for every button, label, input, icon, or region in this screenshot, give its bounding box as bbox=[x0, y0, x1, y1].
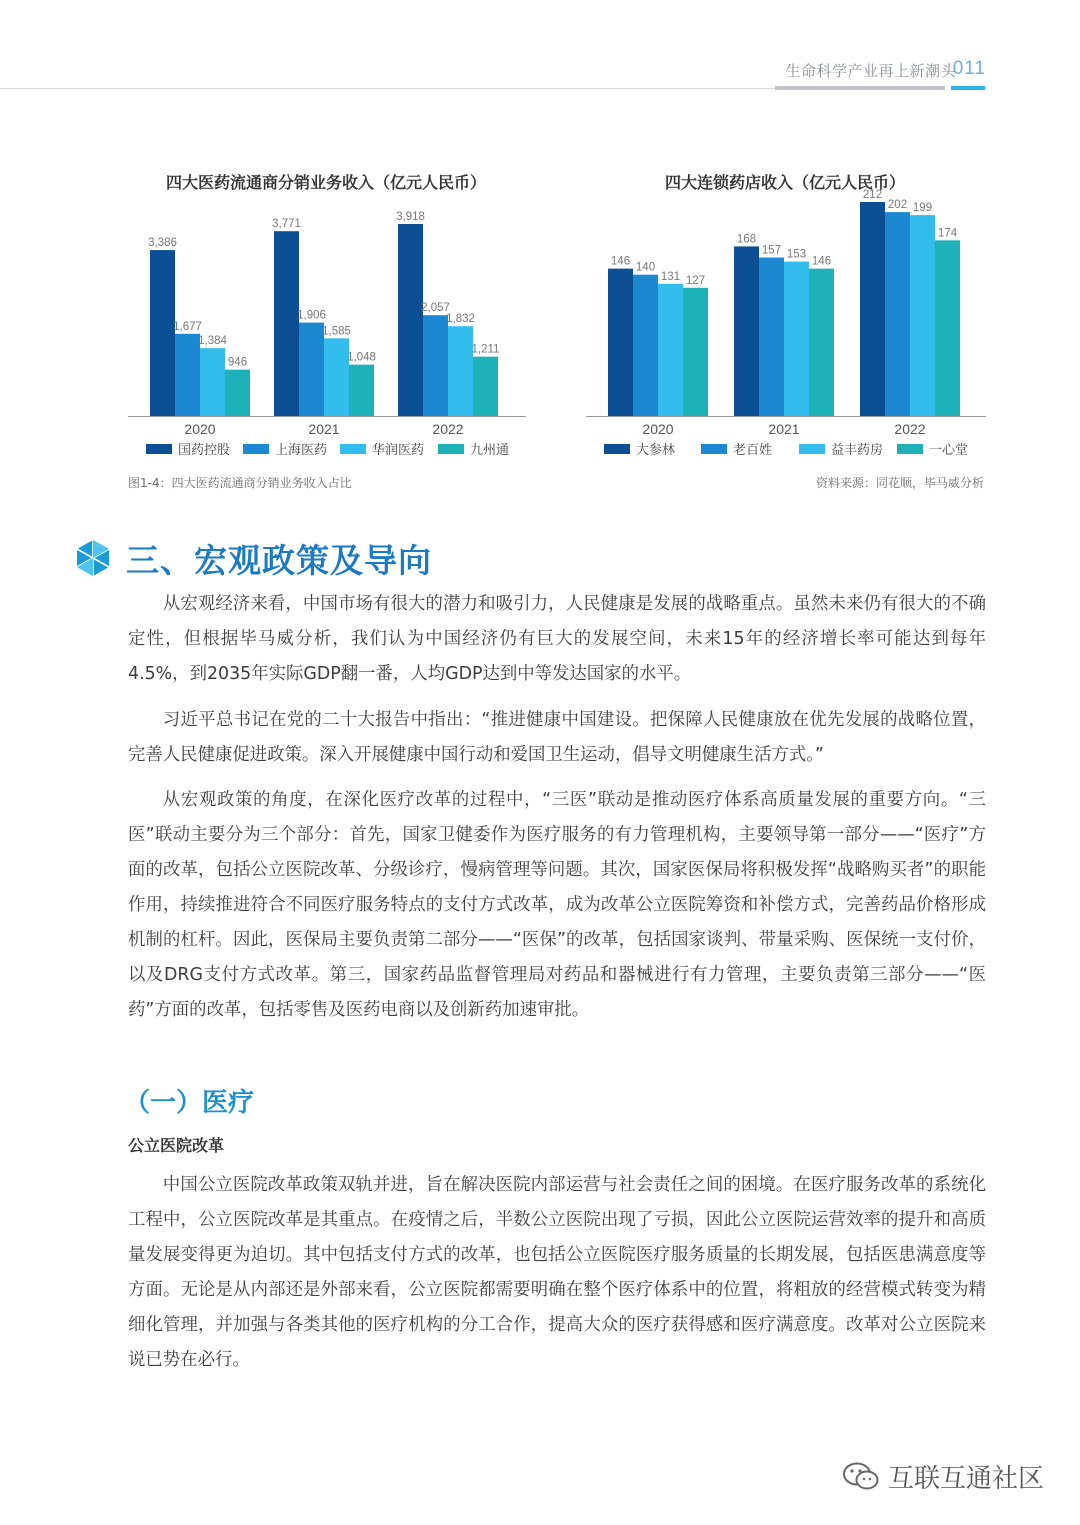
bar-大参林-2022 bbox=[860, 202, 885, 416]
data-label: 3,386 bbox=[148, 237, 177, 250]
bar-益丰药房-2020 bbox=[658, 284, 683, 416]
legend-label: 国药控股 bbox=[178, 442, 231, 457]
bar-老百姓-2021 bbox=[759, 258, 784, 416]
x-tick-label: 2021 bbox=[308, 421, 340, 437]
bar-上海医药-2021 bbox=[299, 323, 324, 416]
data-label: 1,048 bbox=[347, 351, 376, 364]
data-label: 212 bbox=[862, 189, 883, 201]
data-label: 202 bbox=[887, 199, 908, 212]
bar-华润医药-2020 bbox=[200, 348, 225, 416]
subsection-title: （一）医疗 bbox=[124, 1088, 255, 1118]
source-caption: 资料来源：同花顺，毕马威分析 bbox=[815, 476, 984, 490]
bar-益丰药房-2021 bbox=[784, 262, 809, 416]
paragraph-report-quote: 习近平总书记在党的二十大报告中指出：“推进健康中国建设。把保障人民健康放在优先发展的战略位置，完善人民健康促进政策。深入开展健康中国行动和爱国卫生运动，倡导文明健康生活方式。” bbox=[128, 710, 986, 765]
data-label: 131 bbox=[660, 270, 681, 283]
data-label: 127 bbox=[685, 274, 706, 287]
data-label: 153 bbox=[786, 248, 807, 261]
bar-大参林-2020 bbox=[608, 269, 633, 416]
legend-label: 一心堂 bbox=[929, 442, 969, 457]
legend-swatch bbox=[146, 444, 172, 454]
wechat-icon bbox=[842, 1461, 880, 1493]
data-label: 1,585 bbox=[322, 325, 351, 338]
data-label: 199 bbox=[912, 202, 933, 215]
legend-swatch bbox=[438, 444, 464, 454]
legend-swatch bbox=[604, 444, 630, 454]
bar-国药控股-2022 bbox=[398, 224, 423, 416]
legend-label: 益丰药房 bbox=[831, 442, 884, 457]
bar-大参林-2021 bbox=[734, 246, 759, 416]
data-label: 168 bbox=[736, 233, 757, 246]
x-tick-label: 2022 bbox=[894, 421, 926, 437]
data-label: 3,918 bbox=[396, 211, 425, 223]
bar-老百姓-2020 bbox=[633, 275, 658, 416]
paragraph-three-medical: 从宏观政策的角度，在深化医疗改革的过程中，“三医”联动是推动医疗体系高质量发展的重要方向。“三医”联动主要分为三个部分：首先，国家卫健委作为医疗服务的有力管理机构，主要领导第一部分——“医疗”方面的改革，包括公立医院改革、分级诊疗，慢病管理等问题。其次，国家医保局将积极发挥“战略购买者”的职能作用，持续推进符合不同医疗服务特点的支付方式改革，成为改革公立医院筹资和补偿方式，完善药品价格形成机制的杠杆。因此，医保局主要负责第二部分——“医保”的改革，包括国家谈判、带量采购、医保统一支付价，以及DRG支付方式改革。第三，国家药品监督管理局对药品和器械进行有力管理，主要负责第三部分——“医药”方面的改革，包括零售及医药电商以及创新药加速审批。 bbox=[128, 790, 986, 1020]
data-label: 3,771 bbox=[272, 218, 301, 231]
bar-老百姓-2022 bbox=[885, 212, 910, 416]
data-label: 1,384 bbox=[198, 335, 227, 348]
chart-title-pharmacy: 四大连锁药店收入（亿元人民币） bbox=[664, 173, 905, 192]
bar-一心堂-2021 bbox=[809, 269, 834, 416]
running-header-title: 生命科学产业再上新潮头 bbox=[785, 62, 956, 80]
legend-swatch bbox=[340, 444, 366, 454]
legend-label: 华润医药 bbox=[372, 442, 425, 457]
data-label: 146 bbox=[610, 255, 631, 268]
section-title: 三、宏观政策及导向 bbox=[126, 540, 432, 580]
legend-swatch bbox=[243, 444, 269, 454]
figure-caption: 图1-4：四大医药流通商分销业务收入占比 bbox=[128, 476, 352, 490]
bar-一心堂-2022 bbox=[935, 240, 960, 416]
legend-swatch bbox=[799, 444, 825, 454]
legend-label: 老百姓 bbox=[733, 442, 773, 457]
data-label: 1,211 bbox=[471, 343, 500, 356]
data-label: 157 bbox=[761, 244, 782, 257]
x-tick-label: 2021 bbox=[768, 421, 800, 437]
subsection-subtitle: 公立医院改革 bbox=[128, 1136, 225, 1155]
legend-swatch bbox=[701, 444, 727, 454]
bar-国药控股-2020 bbox=[150, 250, 175, 416]
chart-title-distribution: 四大医药流通商分销业务收入（亿元人民币） bbox=[165, 173, 486, 192]
bar-上海医药-2022 bbox=[423, 315, 448, 416]
bar-华润医药-2022 bbox=[448, 326, 473, 416]
bar-一心堂-2020 bbox=[683, 288, 708, 416]
x-tick-label: 2020 bbox=[184, 421, 216, 437]
legend-label: 大参林 bbox=[636, 442, 676, 457]
bar-九州通-2021 bbox=[349, 365, 374, 416]
page-number: 011 bbox=[952, 58, 986, 79]
data-label: 140 bbox=[635, 261, 656, 274]
legend-swatch bbox=[897, 444, 923, 454]
watermark-text: 互联互通社区 bbox=[887, 1464, 1044, 1494]
bar-九州通-2022 bbox=[473, 357, 498, 416]
header-rule-segment bbox=[775, 86, 945, 90]
legend-label: 九州通 bbox=[470, 442, 510, 457]
paragraph-macro-economy: 从宏观经济来看，中国市场有很大的潜力和吸引力，人民健康是发展的战略重点。虽然未来仍有很大的不确定性，但根据毕马威分析，我们认为中国经济仍有巨大的发展空间，未来15年的经济增长率可能达到每年4.5%，到2035年实际GDP翻一番，人均GDP达到中等发达国家的水平。 bbox=[128, 594, 986, 684]
bar-华润医药-2021 bbox=[324, 338, 349, 416]
data-label: 2,057 bbox=[421, 302, 450, 315]
paragraph-public-hospital: 中国公立医院改革政策双轨并进，旨在解决医院内部运营与社会责任之间的困境。在医疗服务改革的系统化工程中，公立医院改革是其重点。在疫情之后，半数公立医院出现了亏损，因此公立医院运营效率的提升和高质量发展变得更为迫切。其中包括支付方式的改革，也包括公立医院医疗服务质量的长期发展，包括医患满意度等方面。无论是从内部还是外部来看，公立医院都需要明确在整个医疗体系中的位置，将粗放的经营模式转变为精细化管理，并加强与各类其他的医疗机构的分工合作，提高大众的医疗获得感和医疗满意度。改革对公立医院来说已势在必行。 bbox=[128, 1175, 986, 1370]
bar-九州通-2020 bbox=[225, 370, 250, 416]
section-heading bbox=[76, 533, 432, 583]
header-rule-accent bbox=[951, 86, 985, 90]
bar-益丰药房-2022 bbox=[910, 215, 935, 416]
hexagon-star-icon bbox=[76, 539, 110, 577]
data-label: 946 bbox=[227, 356, 248, 369]
x-tick-label: 2022 bbox=[432, 421, 464, 437]
data-label: 146 bbox=[811, 255, 832, 268]
data-label: 1,906 bbox=[297, 309, 326, 322]
bar-上海医药-2020 bbox=[175, 334, 200, 416]
chart-distribution-revenue bbox=[128, 196, 526, 466]
bar-国药控股-2021 bbox=[274, 231, 299, 416]
data-label: 1,832 bbox=[446, 313, 475, 326]
watermark bbox=[842, 1458, 1044, 1495]
legend-label: 上海医药 bbox=[275, 442, 328, 457]
x-tick-label: 2020 bbox=[642, 421, 674, 437]
chart-pharmacy-revenue bbox=[586, 189, 986, 466]
data-label: 174 bbox=[937, 227, 958, 240]
data-label: 1,677 bbox=[173, 320, 202, 333]
